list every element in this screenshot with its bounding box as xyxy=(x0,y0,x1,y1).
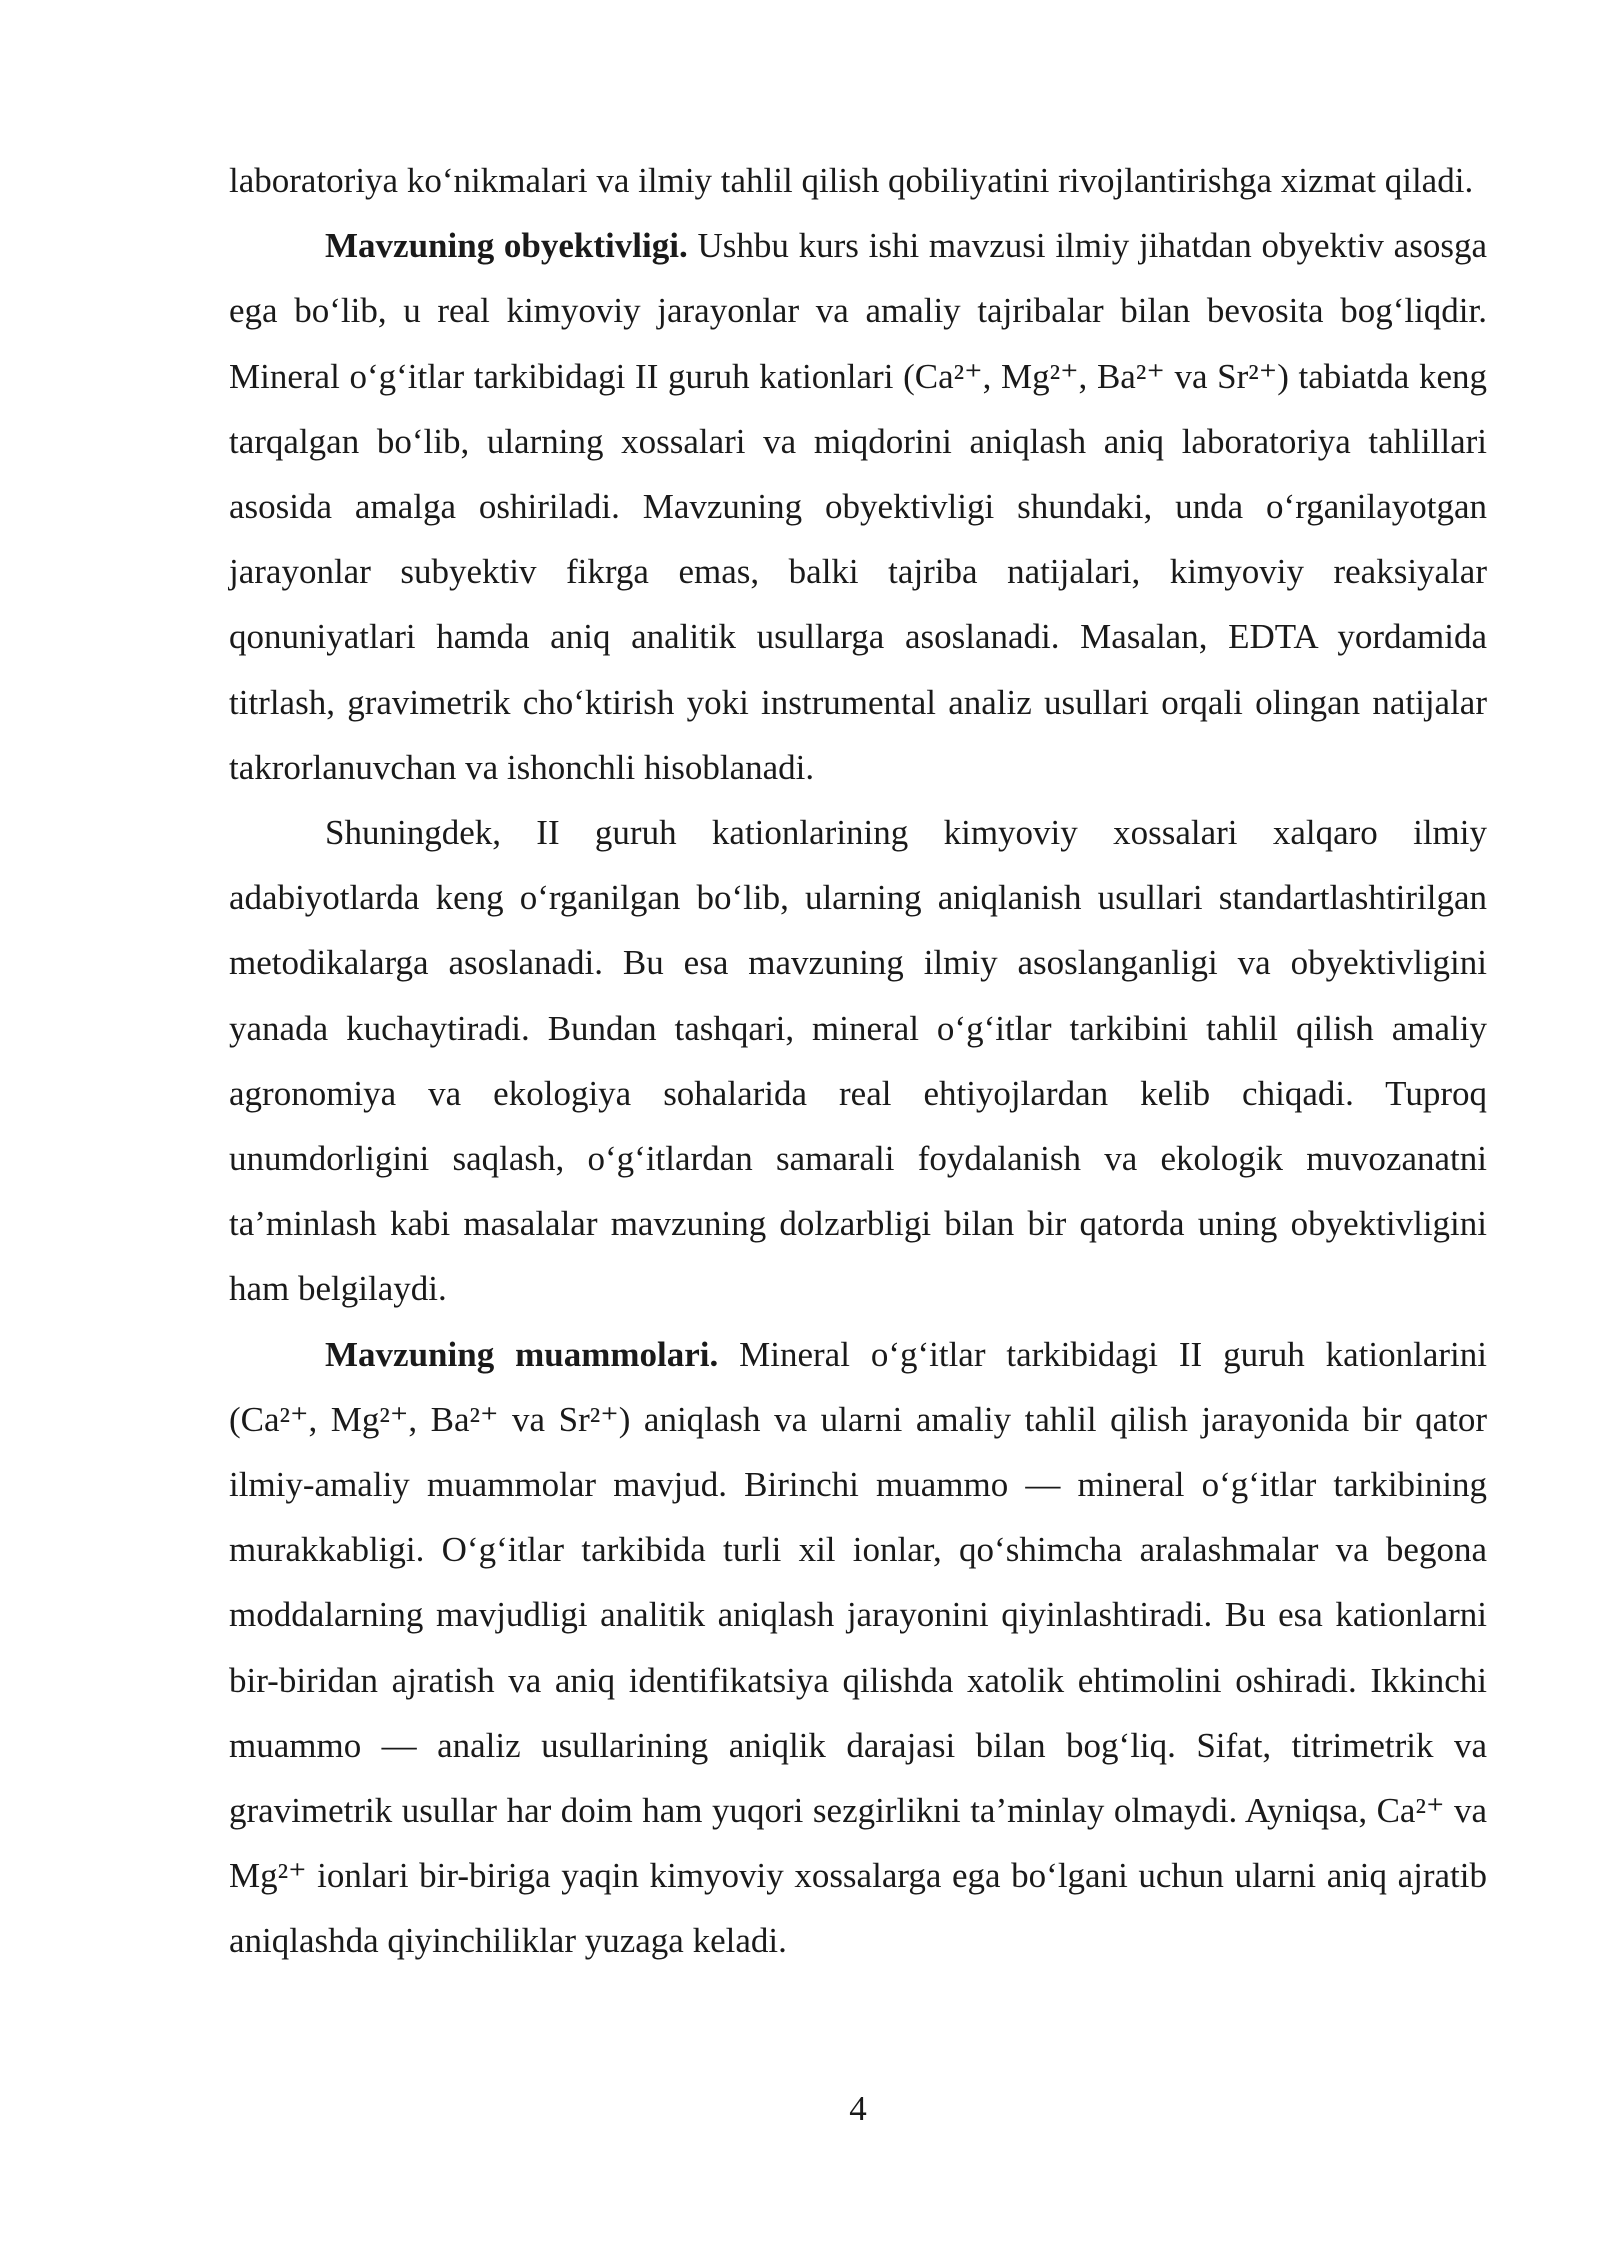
section-heading-problems: Mavzuning muammolari. xyxy=(325,1334,719,1374)
paragraph-text: laboratoriya ko‘nikmalari va ilmiy tahlil qilish qobiliyatini rivojlantirishga xizmat qiladi. xyxy=(229,161,1474,200)
paragraph-problems xyxy=(229,1322,1487,1974)
page-number: 4 xyxy=(849,2089,867,2128)
paragraph-standards xyxy=(229,800,1487,1322)
document-page xyxy=(229,148,1487,1974)
paragraph-objectivity xyxy=(229,213,1487,800)
paragraph-text: Shuningdek, II guruh kationlarining kimyoviy xossalari xalqaro ilmiy adabiyotlarda keng o‘rganilgan bo‘lib, ularning aniqlanish usullari standartlashtirilgan metodikalarga asoslanadi. Bu esa mavzuning ilmiy asoslanganligi va obyektivligini yanada kuchaytiradi. Bundan tashqari, mineral o‘g‘itlar tarkibini tahlil qilish amaliy agronomiya va ekologiya sohalarida real ehtiyojlardan kelib chiqadi. Tuproq unumdorligini saqlash, o‘g‘itlardan samarali foydalanish va ekologik muvozanatni ta’minlash kabi masalalar mavzuning dolzarbligi bilan bir qatorda uning obyektivligini ham belgilaydi. xyxy=(229,813,1487,1309)
section-heading-objectivity: Mavzuning obyektivligi. xyxy=(325,226,688,266)
paragraph-text: Ushbu kurs ishi mavzusi ilmiy jihatdan obyektiv asosga ega bo‘lib, u real kimyoviy jarayonlar va amaliy tajribalar bilan bevosita bog‘liqdir. Mineral o‘g‘itlar tarkibidagi II guruh kationlari (Ca²⁺, Mg²⁺, Ba²⁺ va Sr²⁺) tabiatda keng tarqalgan bo‘lib, ularning xossalari va miqdorini aniqlash aniq laboratoriya tahlillari asosida amalga oshiriladi. Mavzuning obyektivligi shundaki, unda o‘rganilayotgan jarayonlar subyektiv fikrga emas, balki tajriba natijalari, kimyoviy reaksiyalar qonuniyatlari hamda aniq analitik usullarga asoslanadi. Masalan, EDTA yordamida titrlash, gravimetrik cho‘ktirish yoki instrumental analiz usullari orqali olingan natijalar takrorlanuvchan va ishonchli hisoblanadi. xyxy=(229,226,1487,787)
paragraph-text: Mineral o‘g‘itlar tarkibidagi II guruh kationlarini (Ca²⁺, Mg²⁺, Ba²⁺ va Sr²⁺) aniqlash va ularni amaliy tahlil qilish jarayonida bir qator ilmiy-amaliy muammolar mavjud. Birinchi muammo — mineral o‘g‘itlar tarkibining murakkabligi. O‘g‘itlar tarkibida turli xil ionlar, qo‘shimcha aralashmalar va begona moddalarning mavjudligi analitik aniqlash jarayonini qiyinlashtiradi. Bu esa kationlarni bir-biridan ajratish va aniq identifikatsiya qilishda xatolik ehtimolini oshiradi. Ikkinchi muammo — analiz usullarining aniqlik darajasi bilan bog‘liq. Sifat, titrimetrik va gravimetrik usullar har doim ham yuqori sezgirlikni ta’minlay olmaydi. Ayniqsa, Ca²⁺ va Mg²⁺ ionlari bir-biriga yaqin kimyoviy xossalarga ega bo‘lgani uchun ularni aniq ajratib aniqlashda qiyinchiliklar yuzaga keladi. xyxy=(229,1334,1487,1961)
paragraph-continuation xyxy=(229,148,1487,213)
